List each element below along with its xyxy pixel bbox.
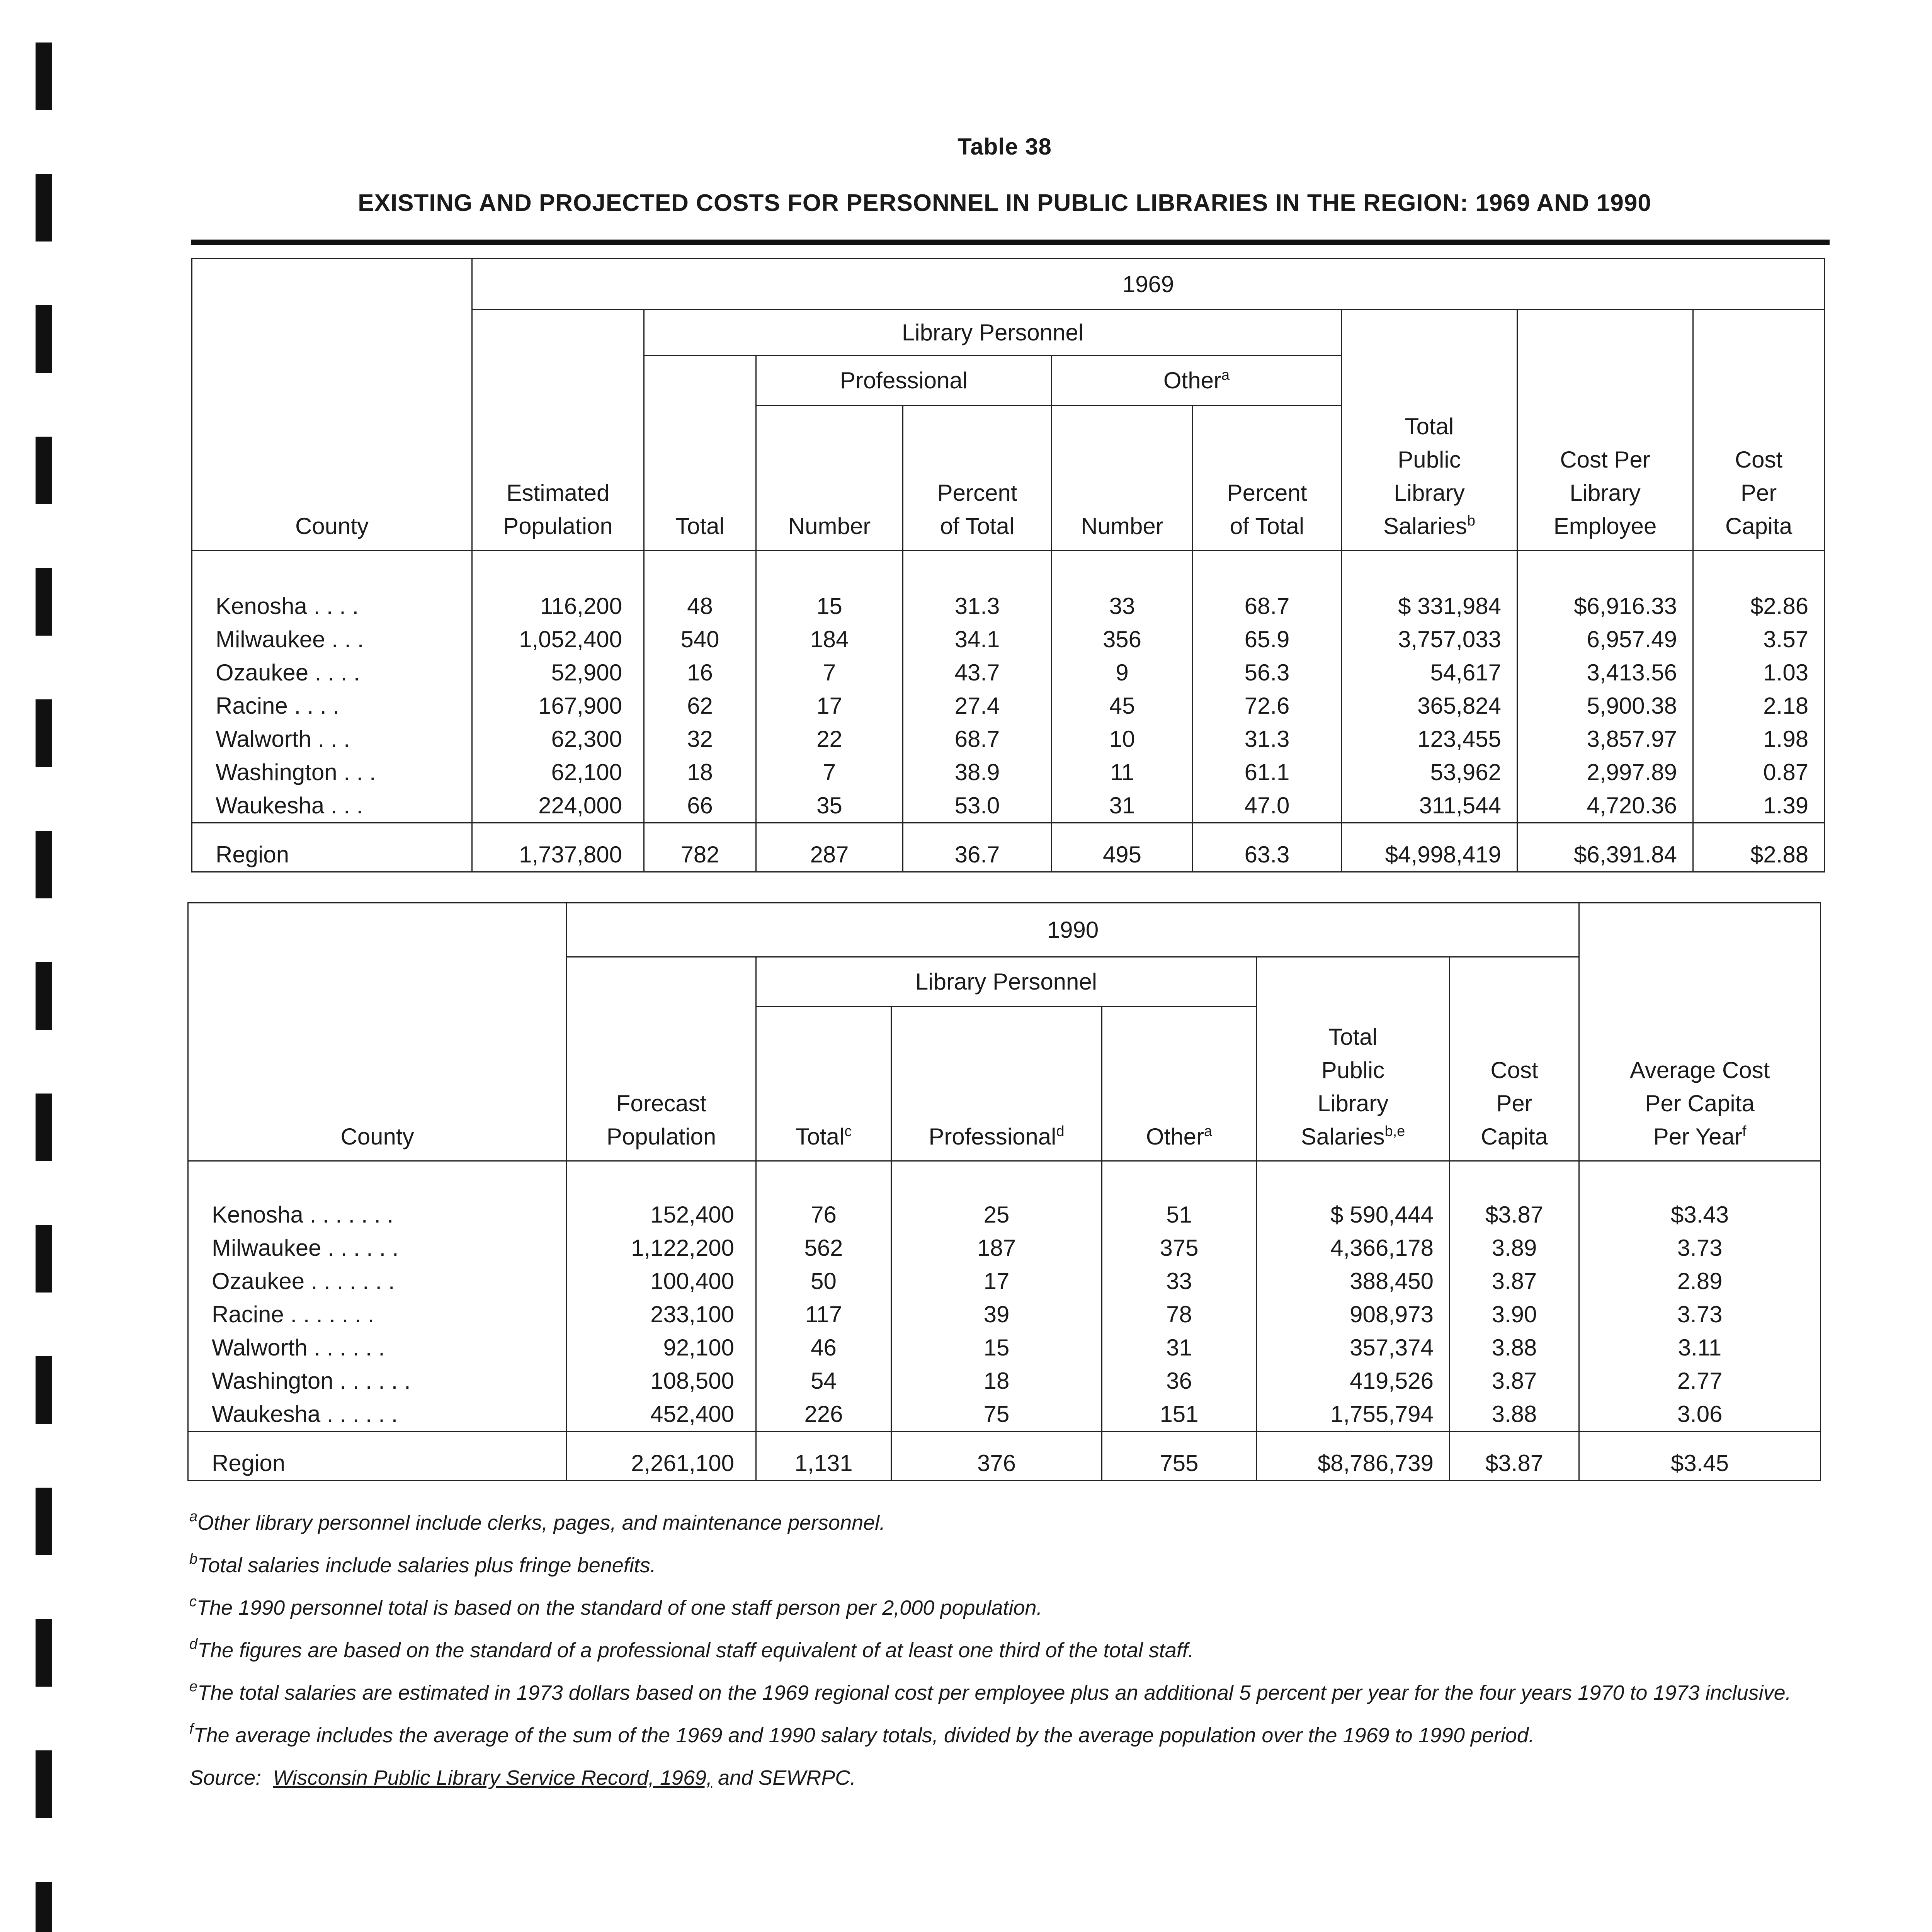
cell-value: 4,720.36	[1587, 793, 1677, 818]
cell-value: 0.87	[1763, 759, 1809, 785]
footnote-e: $^e$The total salaries are estimated in 1973 dollars based on the 1969 regional cost per employee plus an additional 5 percent per year for the four years 1970 to 1973 inclusive.	[189, 1679, 1791, 1704]
binder-mark	[36, 962, 52, 1030]
other-percent-header: Percent of Total	[1193, 406, 1342, 551]
region-row-1969	[192, 823, 1825, 872]
table-1969	[191, 258, 1825, 872]
cell-value: 18	[687, 759, 713, 785]
cell-value: 388,450	[1350, 1268, 1434, 1294]
cell-value: 53,962	[1430, 759, 1501, 785]
cell-value: $ 331,984	[1398, 593, 1501, 619]
county-name: Kenosha . . . .	[216, 593, 359, 619]
cost-per-capita-header: Cost Per Capita	[1693, 310, 1825, 551]
cell-value: 3,857.97	[1587, 726, 1677, 752]
county-name: Kenosha . . . . . . .	[212, 1202, 394, 1228]
cell-value: 66	[687, 793, 713, 818]
cell-value: 54,617	[1430, 660, 1501, 685]
cell-value: 2,997.89	[1587, 759, 1677, 785]
cell-value: 36	[1166, 1368, 1192, 1394]
cell-value: 495	[1052, 823, 1193, 872]
binder-mark	[36, 174, 52, 242]
county-header: County	[188, 903, 567, 1161]
salaries-column	[1342, 551, 1517, 823]
prof-number-column	[756, 551, 903, 823]
cell-value: 1,131	[756, 1432, 891, 1481]
binder-mark	[36, 437, 52, 504]
cell-value: 1.39	[1763, 793, 1809, 818]
cell-value: 3.87	[1492, 1368, 1537, 1394]
table-1990	[187, 902, 1821, 1481]
cell-value: 39	[983, 1301, 1010, 1327]
county-column	[188, 1161, 567, 1432]
library-personnel-header: Library Personnel	[644, 310, 1342, 355]
binder-mark	[36, 699, 52, 767]
cost-per-capita-column	[1450, 1161, 1579, 1432]
cell-value: 117	[805, 1301, 842, 1327]
binder-mark	[36, 1619, 52, 1687]
footnotes	[189, 1509, 1832, 1806]
binder-mark	[36, 1094, 52, 1161]
cell-value: 31.3	[954, 593, 1000, 619]
cell-value: 92,100	[663, 1335, 734, 1361]
cell-value: 15	[816, 593, 842, 619]
cell-value: $3.43	[1671, 1202, 1729, 1228]
cell-value: 3,413.56	[1587, 660, 1677, 685]
cell-value: 31.3	[1244, 726, 1290, 752]
footnote-c: $^c$The 1990 personnel total is based on the standard of one staff person per 2,000 population.	[189, 1594, 1043, 1619]
cell-value: 100,400	[650, 1268, 734, 1294]
cell-value: 43.7	[954, 660, 1000, 685]
cell-value: 2.77	[1677, 1368, 1723, 1394]
county-name: Walworth . . . . . .	[212, 1335, 385, 1361]
cell-value: 46	[811, 1335, 837, 1361]
cell-value: 15	[983, 1335, 1010, 1361]
cell-value: 25	[983, 1202, 1010, 1228]
county-name: Waukesha . . . . . .	[212, 1401, 398, 1427]
cell-value: $3.87	[1485, 1202, 1544, 1228]
prof-percent-column	[903, 551, 1052, 823]
county-name: Washington . . .	[216, 759, 376, 785]
cell-value: $ 590,444	[1330, 1202, 1434, 1228]
county-name: Milwaukee . . . . . .	[212, 1235, 399, 1261]
forecast-population-header: Forecast Population	[567, 957, 756, 1161]
total-salaries-header: Total Public Library Salaries$^b$	[1342, 310, 1517, 551]
cell-value: 78	[1166, 1301, 1192, 1327]
prof-number-header: Number	[756, 406, 903, 551]
cell-value: 48	[687, 593, 713, 619]
footnote-d: $^d$The figures are based on the standard of a professional staff equivalent of at least one third of the total staff.	[189, 1636, 1194, 1662]
cell-value: 68.7	[954, 726, 1000, 752]
professional-header: Professional$^d$	[891, 1007, 1102, 1161]
cell-value: 1.03	[1763, 660, 1809, 685]
county-name: Ozaukee . . . . . . .	[212, 1268, 395, 1294]
cell-value: 3.73	[1677, 1301, 1723, 1327]
cell-value: $2.86	[1750, 593, 1809, 619]
footnote-b: $^b$Total salaries include salaries plus fringe benefits.	[189, 1551, 656, 1577]
cell-value: 419,526	[1350, 1368, 1434, 1394]
cell-value: 376	[891, 1432, 1102, 1481]
cell-value: 1,122,200	[631, 1235, 734, 1261]
cell-value: 52,900	[551, 660, 622, 685]
region-label: Region	[192, 823, 472, 872]
cell-value: 62,100	[551, 759, 622, 785]
cell-value: 6,957.49	[1587, 626, 1677, 652]
cell-value: 3.88	[1492, 1335, 1537, 1361]
source-note: Source: Wisconsin Public Library Service Record, 1969, and SEWRPC.	[189, 1766, 856, 1789]
cell-value: 3.89	[1492, 1235, 1537, 1261]
cell-value: 1,052,400	[519, 626, 622, 652]
binder-mark	[36, 1356, 52, 1424]
cell-value: 3.06	[1677, 1401, 1723, 1427]
cell-value: $6,391.84	[1517, 823, 1693, 872]
cell-value: 17	[816, 693, 842, 719]
cell-value: 782	[644, 823, 756, 872]
cell-value: 1.98	[1763, 726, 1809, 752]
county-name: Washington . . . . . .	[212, 1368, 411, 1394]
other-column	[1102, 1161, 1257, 1432]
cell-value: 562	[804, 1235, 843, 1261]
cell-value: 184	[810, 626, 849, 652]
population-column	[567, 1161, 756, 1432]
average-cost-column	[1579, 1161, 1821, 1432]
cell-value: 31	[1109, 793, 1135, 818]
cell-value: 10	[1109, 726, 1135, 752]
professional-column	[891, 1161, 1102, 1432]
cell-value: 3.88	[1492, 1401, 1537, 1427]
binder-mark	[36, 305, 52, 373]
cell-value: 908,973	[1350, 1301, 1434, 1327]
cell-value: 65.9	[1244, 626, 1290, 652]
prof-percent-header: Percent of Total	[903, 406, 1052, 551]
population-column	[472, 551, 644, 823]
cell-value: 53.0	[954, 793, 1000, 818]
cell-value: 224,000	[538, 793, 622, 818]
cell-value: 356	[1102, 626, 1142, 652]
cell-value: $3.45	[1579, 1432, 1821, 1481]
cell-value: 123,455	[1417, 726, 1501, 752]
footnote-a: $^a$Other library personnel include clerks, pages, and maintenance personnel.	[189, 1509, 886, 1534]
cell-value: 38.9	[954, 759, 1000, 785]
cell-value: 116,200	[540, 593, 622, 619]
cell-value: 33	[1166, 1268, 1192, 1294]
cell-value: 35	[816, 793, 842, 818]
binder-mark	[36, 1750, 52, 1818]
salaries-column	[1257, 1161, 1450, 1432]
cell-value: 62,300	[551, 726, 622, 752]
cell-value: 34.1	[954, 626, 1000, 652]
table-number: Table 38	[957, 134, 1052, 160]
binder-mark	[36, 1882, 52, 1932]
total-salaries-header: Total Public Library Salaries$^{b,e}$	[1257, 957, 1450, 1161]
county-name: Walworth . . .	[216, 726, 350, 752]
cell-value: 287	[756, 823, 903, 872]
estimated-population-header: Estimated Population	[472, 310, 644, 551]
cell-value: 33	[1109, 593, 1135, 619]
cell-value: 9	[1116, 660, 1129, 685]
cell-value: 61.1	[1244, 759, 1290, 785]
cell-value: 755	[1102, 1432, 1257, 1481]
binder-mark	[36, 568, 52, 636]
cell-value: 45	[1109, 693, 1135, 719]
total-header: Total$^c$	[756, 1007, 891, 1161]
cell-value: $6,916.33	[1574, 593, 1677, 619]
cell-value: 187	[977, 1235, 1016, 1261]
county-name: Ozaukee . . . .	[216, 660, 360, 685]
cell-value: 3.90	[1492, 1301, 1537, 1327]
other-header: Other$^a$	[1052, 355, 1342, 406]
cell-value: $2.88	[1693, 823, 1825, 872]
cell-value: 3.73	[1677, 1235, 1723, 1261]
cell-value: 151	[1160, 1401, 1199, 1427]
county-header: County	[192, 259, 472, 551]
binder-mark	[36, 1225, 52, 1293]
region-label: Region	[188, 1432, 567, 1481]
cell-value: 452,400	[650, 1401, 734, 1427]
cell-value: 2.18	[1763, 693, 1809, 719]
cell-value: 2,261,100	[567, 1432, 756, 1481]
binder-mark	[36, 1488, 52, 1555]
cell-value: 1,737,800	[472, 823, 644, 872]
cell-value: 75	[983, 1401, 1010, 1427]
region-row-1990	[188, 1432, 1821, 1481]
other-number-column	[1052, 551, 1193, 823]
county-name: Racine . . . . . . .	[212, 1301, 374, 1327]
cell-value: 3.87	[1492, 1268, 1537, 1294]
cell-value: 4,366,178	[1330, 1235, 1434, 1261]
cell-value: 18	[983, 1368, 1010, 1394]
cell-value: 5,900.38	[1587, 693, 1677, 719]
cell-value: 50	[811, 1268, 837, 1294]
cost-per-employee-column	[1517, 551, 1693, 823]
total-column	[756, 1161, 891, 1432]
cell-value: 375	[1160, 1235, 1199, 1261]
cell-value: 167,900	[538, 693, 622, 719]
cell-value: 68.7	[1244, 593, 1290, 619]
cell-value: 51	[1166, 1202, 1192, 1228]
county-name: Waukesha . . .	[216, 793, 363, 818]
cell-value: 36.7	[903, 823, 1052, 872]
total-column	[644, 551, 756, 823]
cell-value: 56.3	[1244, 660, 1290, 685]
footnote-f: $^f$The average includes the average of the sum of the 1969 and 1990 salary totals, divided by the average population over the 1969 to 1990 period.	[189, 1721, 1534, 1747]
table-title: EXISTING AND PROJECTED COSTS FOR PERSONNEL IN PUBLIC LIBRARIES IN THE REGION: 1969 AND 1990	[358, 190, 1651, 216]
cost-per-capita-header: Cost Per Capita	[1450, 957, 1579, 1161]
county-name: Milwaukee . . .	[216, 626, 364, 652]
other-number-header: Number	[1052, 406, 1193, 551]
cell-value: 226	[804, 1401, 843, 1427]
cell-value: 108,500	[650, 1368, 734, 1394]
total-header: Total	[644, 355, 756, 551]
cell-value: $4,998,419	[1342, 823, 1517, 872]
year-header-1990: 1990	[567, 903, 1579, 957]
year-header-1969: 1969	[472, 259, 1825, 310]
cell-value: 47.0	[1244, 793, 1290, 818]
cell-value: 17	[983, 1268, 1010, 1294]
title-rule	[191, 240, 1830, 245]
county-name: Racine . . . .	[216, 693, 340, 719]
cell-value: 32	[687, 726, 713, 752]
cell-value: 3.57	[1763, 626, 1809, 652]
cell-value: 27.4	[954, 693, 1000, 719]
cell-value: 357,374	[1350, 1335, 1434, 1361]
county-column	[192, 551, 472, 823]
cell-value: 72.6	[1244, 693, 1290, 719]
cell-value: 2.89	[1677, 1268, 1723, 1294]
cell-value: 540	[680, 626, 719, 652]
cell-value: 22	[816, 726, 842, 752]
cell-value: 11	[1110, 759, 1134, 785]
cell-value: 31	[1166, 1335, 1192, 1361]
cell-value: $3.87	[1450, 1432, 1579, 1481]
binder-mark	[36, 831, 52, 898]
cell-value: $8,786,739	[1257, 1432, 1450, 1481]
cell-value: 233,100	[650, 1301, 734, 1327]
library-personnel-header: Library Personnel	[756, 957, 1257, 1007]
cell-value: 7	[823, 759, 836, 785]
cell-value: 152,400	[650, 1202, 734, 1228]
other-percent-column	[1193, 551, 1342, 823]
professional-header: Professional	[756, 355, 1052, 406]
cell-value: 76	[811, 1202, 837, 1228]
cell-value: 3.11	[1678, 1335, 1722, 1361]
binder-mark	[36, 43, 52, 110]
cell-value: 3,757,033	[1398, 626, 1501, 652]
cell-value: 1,755,794	[1330, 1401, 1434, 1427]
cost-per-capita-column	[1693, 551, 1825, 823]
cell-value: 311,544	[1419, 793, 1501, 818]
cell-value: 63.3	[1193, 823, 1342, 872]
cell-value: 54	[811, 1368, 837, 1394]
cost-per-employee-header: Cost Per Library Employee	[1517, 310, 1693, 551]
average-cost-header: Average Cost Per Capita Per Year$^f$	[1579, 903, 1821, 1161]
cell-value: 16	[687, 660, 713, 685]
cell-value: 7	[823, 660, 836, 685]
other-header: Other$^a$	[1102, 1007, 1257, 1161]
cell-value: 62	[687, 693, 713, 719]
cell-value: 365,824	[1417, 693, 1501, 719]
